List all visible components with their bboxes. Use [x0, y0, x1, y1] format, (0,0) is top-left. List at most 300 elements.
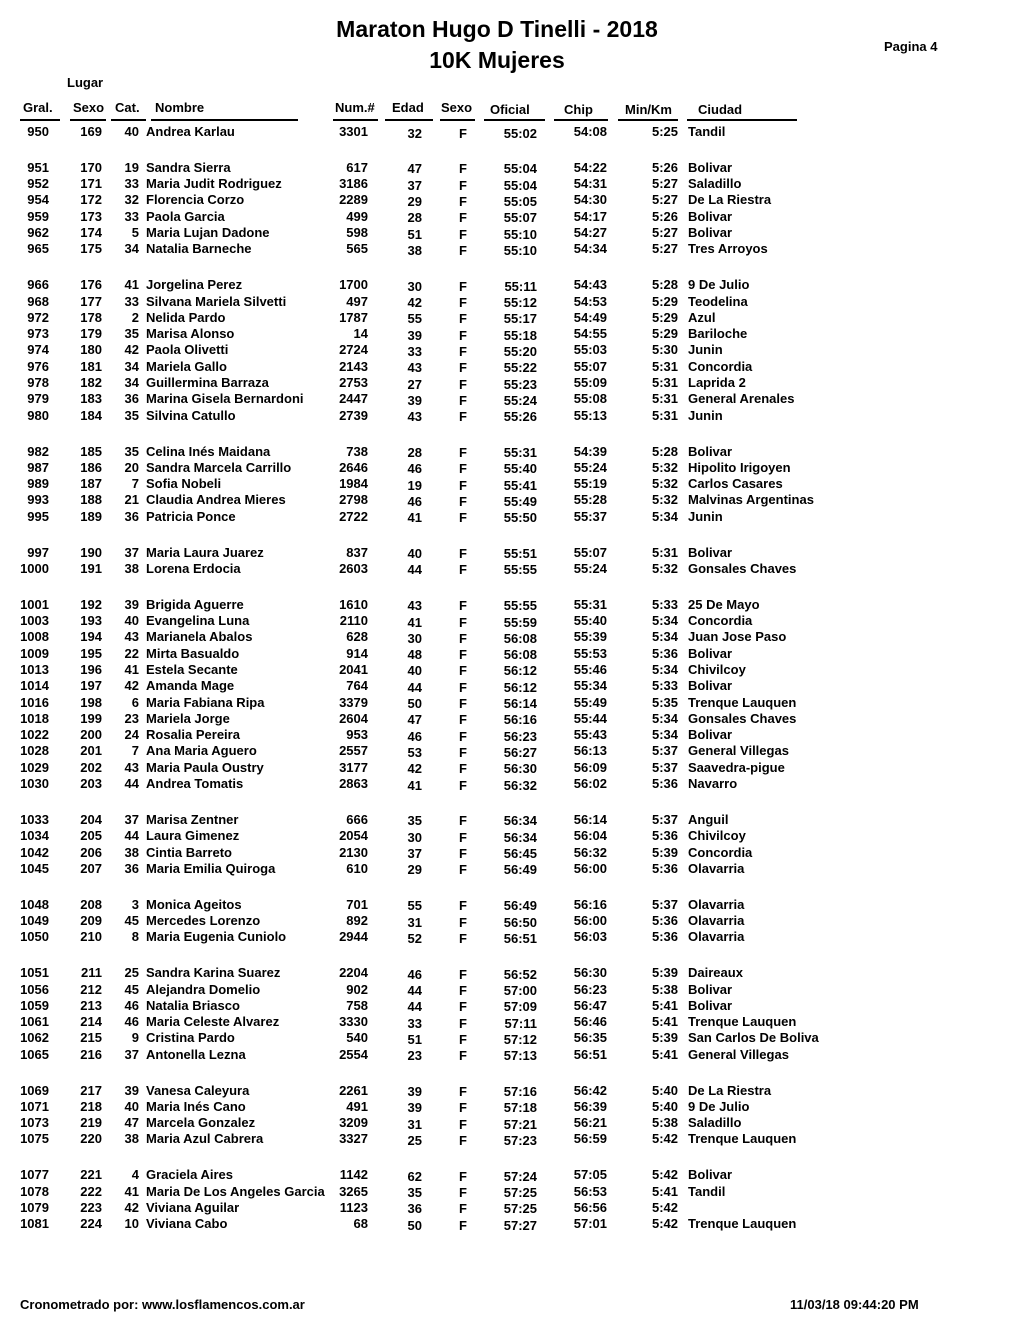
cell-edad: 37 — [407, 846, 422, 862]
cell-oficial: 55:02 — [503, 125, 537, 141]
cell-nombre: Monica Ageitos — [146, 896, 242, 912]
cell-ciudad: Olavarria — [688, 860, 745, 876]
cell-chip: 57:01 — [573, 1216, 607, 1232]
cell-num: 1700 — [339, 277, 368, 293]
cell-edad: 55 — [407, 898, 422, 914]
col-header-oficial: Oficial — [490, 102, 530, 117]
cell-minkm: 5:30 — [651, 342, 678, 358]
cell-sexo: F — [459, 728, 467, 744]
cell-sexo-pos: 186 — [80, 459, 102, 475]
cell-minkm: 5:38 — [651, 981, 678, 997]
cell-chip: 56:56 — [573, 1199, 607, 1215]
cell-oficial: 55:50 — [503, 510, 537, 526]
table-row — [0, 727, 1024, 743]
cell-num: 2722 — [339, 508, 368, 524]
cell-minkm: 5:41 — [651, 997, 678, 1013]
cell-chip: 56:02 — [573, 776, 607, 792]
cell-edad: 52 — [407, 930, 422, 946]
cell-ciudad: Saladillo — [688, 1115, 742, 1131]
cell-edad: 38 — [407, 242, 422, 258]
cell-nombre: Sandra Marcela Carrillo — [146, 459, 292, 475]
cell-cat: 40 — [124, 1098, 139, 1114]
cell-cat: 4 — [131, 1167, 139, 1183]
cell-cat: 45 — [124, 913, 139, 929]
cell-cat: 42 — [124, 1199, 139, 1215]
cell-chip: 56:39 — [573, 1098, 607, 1114]
cell-cat: 44 — [124, 776, 139, 792]
cell-edad: 33 — [407, 1015, 422, 1031]
cell-nombre: Brigida Aguerre — [146, 596, 244, 612]
cell-sexo-pos: 192 — [80, 596, 102, 612]
table-row — [0, 124, 1024, 140]
cell-edad: 44 — [407, 562, 422, 578]
cell-sexo: F — [459, 278, 467, 294]
cell-num: 2447 — [339, 391, 368, 407]
cell-num: 2289 — [339, 192, 368, 208]
cell-num: 2110 — [339, 613, 368, 629]
cell-oficial: 55:10 — [503, 226, 537, 242]
cell-sexo: F — [459, 409, 467, 425]
cell-edad: 36 — [407, 1201, 422, 1217]
cell-nombre: Celina Inés Maidana — [146, 443, 271, 459]
cell-gral: 968 — [27, 293, 49, 309]
cell-chip: 55:44 — [573, 710, 607, 726]
table-row — [0, 982, 1024, 998]
cell-ciudad: Concordia — [688, 844, 753, 860]
cell-num: 2557 — [339, 743, 368, 759]
cell-cat: 40 — [124, 613, 139, 629]
cell-sexo: F — [459, 647, 467, 663]
cell-sexo-pos: 218 — [80, 1098, 102, 1114]
table-row — [0, 209, 1024, 225]
cell-sexo-pos: 202 — [80, 759, 102, 775]
cell-sexo: F — [459, 712, 467, 728]
cell-edad: 30 — [407, 829, 422, 845]
cell-gral: 1056 — [20, 981, 49, 997]
table-row — [0, 861, 1024, 877]
cell-oficial: 57:12 — [503, 1031, 537, 1047]
lugar-label: Lugar — [67, 75, 104, 90]
cell-gral: 951 — [27, 159, 49, 175]
cell-cat: 7 — [131, 476, 139, 492]
cell-edad: 42 — [407, 295, 422, 311]
cell-sexo: F — [459, 1217, 467, 1233]
cell-gral: 1000 — [20, 560, 49, 576]
cell-minkm: 5:38 — [651, 1115, 678, 1131]
cell-sexo-pos: 193 — [80, 613, 102, 629]
cell-chip: 56:09 — [573, 759, 607, 775]
cell-cat: 39 — [124, 596, 139, 612]
cell-sexo-pos: 174 — [80, 225, 102, 241]
cell-edad: 41 — [407, 777, 422, 793]
cell-oficial: 55:55 — [503, 598, 537, 614]
cell-ciudad: General Arenales — [688, 391, 795, 407]
cell-edad: 39 — [407, 1084, 422, 1100]
cell-minkm: 5:35 — [651, 694, 678, 710]
cell-chip: 56:30 — [573, 965, 607, 981]
cell-edad: 39 — [407, 327, 422, 343]
cell-sexo: F — [459, 295, 467, 311]
cell-gral: 1069 — [20, 1082, 49, 1098]
table-row — [0, 1167, 1024, 1183]
cell-oficial: 55:22 — [503, 360, 537, 376]
cell-chip: 55:07 — [573, 544, 607, 560]
cell-num: 2646 — [339, 459, 368, 475]
cell-sexo: F — [459, 1100, 467, 1116]
cell-minkm: 5:33 — [651, 678, 678, 694]
cell-sexo: F — [459, 210, 467, 226]
cell-num: 3327 — [339, 1131, 368, 1147]
cell-gral: 1018 — [20, 710, 49, 726]
cell-chip: 56:21 — [573, 1115, 607, 1131]
cell-ciudad: Bolivar — [688, 981, 733, 997]
cell-minkm: 5:26 — [651, 208, 678, 224]
cell-num: 68 — [353, 1216, 368, 1232]
cell-num: 2863 — [339, 776, 368, 792]
cell-sexo-pos: 187 — [80, 476, 102, 492]
cell-minkm: 5:39 — [651, 1030, 678, 1046]
cell-chip: 55:39 — [573, 629, 607, 645]
table-row — [0, 965, 1024, 981]
cell-minkm: 5:42 — [651, 1199, 678, 1215]
cell-edad: 43 — [407, 598, 422, 614]
table-row — [0, 1200, 1024, 1216]
table-row — [0, 711, 1024, 727]
header-underline — [70, 119, 106, 121]
cell-cat: 7 — [131, 743, 139, 759]
table-row — [0, 678, 1024, 694]
cell-ciudad: Daireaux — [688, 965, 743, 981]
cell-gral: 976 — [27, 358, 49, 374]
cell-sexo-pos: 204 — [80, 811, 102, 827]
table-row — [0, 1115, 1024, 1131]
cell-edad: 62 — [407, 1168, 422, 1184]
cell-nombre: Evangelina Luna — [146, 613, 250, 629]
cell-gral: 1014 — [20, 678, 49, 694]
cell-sexo-pos: 221 — [80, 1167, 102, 1183]
cell-ciudad: Chivilcoy — [688, 661, 746, 677]
cell-sexo: F — [459, 161, 467, 177]
cell-oficial: 55:20 — [503, 343, 537, 359]
cell-nombre: Alejandra Domelio — [146, 981, 261, 997]
cell-sexo-pos: 194 — [80, 629, 102, 645]
cell-sexo-pos: 197 — [80, 678, 102, 694]
cell-minkm: 5:28 — [651, 277, 678, 293]
col-header-sexo: Sexo — [441, 100, 473, 115]
cell-sexo: F — [459, 679, 467, 695]
cell-sexo: F — [459, 663, 467, 679]
cell-cat: 37 — [124, 544, 139, 560]
cell-minkm: 5:27 — [651, 241, 678, 257]
cell-edad: 53 — [407, 744, 422, 760]
cell-gral: 1045 — [20, 860, 49, 876]
cell-sexo: F — [459, 125, 467, 141]
document-subtitle: 10K Mujeres — [429, 47, 565, 73]
cell-num: 491 — [346, 1098, 368, 1114]
cell-nombre: Natalia Barneche — [146, 241, 252, 257]
table-row — [0, 561, 1024, 577]
cell-chip: 54:17 — [573, 208, 607, 224]
cell-sexo: F — [459, 392, 467, 408]
cell-ciudad: General Villegas — [688, 1046, 789, 1062]
cell-num: 738 — [346, 443, 368, 459]
footer-timing-credit: Cronometrado por: www.losflamencos.com.ar — [20, 1297, 305, 1312]
cell-oficial: 55:23 — [503, 376, 537, 392]
cell-minkm: 5:42 — [651, 1131, 678, 1147]
cell-gral: 1022 — [20, 727, 49, 743]
cell-gral: 1079 — [20, 1199, 49, 1215]
cell-sexo-pos: 195 — [80, 645, 102, 661]
cell-sexo: F — [459, 376, 467, 392]
table-row — [0, 326, 1024, 342]
table-row — [0, 743, 1024, 759]
cell-cat: 21 — [124, 492, 139, 508]
cell-nombre: Sandra Karina Suarez — [146, 965, 281, 981]
cell-chip: 57:05 — [573, 1167, 607, 1183]
cell-edad: 43 — [407, 409, 422, 425]
cell-nombre: Andrea Karlau — [146, 124, 235, 139]
cell-sexo: F — [459, 983, 467, 999]
table-row — [0, 294, 1024, 310]
cell-sexo-pos: 181 — [80, 358, 102, 374]
cell-cat: 20 — [124, 459, 139, 475]
cell-edad: 44 — [407, 679, 422, 695]
cell-ciudad: Juan Jose Paso — [688, 629, 787, 645]
cell-minkm: 5:31 — [651, 375, 678, 391]
cell-chip: 54:22 — [573, 159, 607, 175]
cell-nombre: Viviana Aguilar — [146, 1199, 240, 1215]
header-underline — [111, 119, 146, 121]
cell-num: 628 — [346, 629, 368, 645]
cell-nombre: Maria Judit Rodriguez — [146, 176, 282, 192]
cell-gral: 1061 — [20, 1014, 49, 1030]
cell-sexo-pos: 171 — [80, 176, 102, 192]
cell-num: 1142 — [339, 1167, 368, 1183]
cell-oficial: 56:12 — [503, 663, 537, 679]
cell-cat: 33 — [124, 293, 139, 309]
cell-minkm: 5:41 — [651, 1183, 678, 1199]
cell-oficial: 57:23 — [503, 1132, 537, 1148]
cell-num: 2604 — [339, 710, 368, 726]
cell-sexo: F — [459, 1201, 467, 1217]
cell-num: 701 — [346, 896, 368, 912]
cell-chip: 56:00 — [573, 860, 607, 876]
cell-chip: 56:16 — [573, 896, 607, 912]
table-row — [0, 646, 1024, 662]
cell-gral: 1048 — [20, 896, 49, 912]
cell-nombre: Nelida Pardo — [146, 309, 226, 325]
cell-chip: 56:23 — [573, 981, 607, 997]
cell-oficial: 56:49 — [503, 862, 537, 878]
cell-oficial: 56:14 — [503, 696, 537, 712]
cell-ciudad: Saavedra-pigue — [688, 759, 785, 775]
cell-nombre: Paola Garcia — [146, 208, 225, 224]
cell-oficial: 57:18 — [503, 1100, 537, 1116]
cell-ciudad: Tandil — [688, 1183, 726, 1199]
cell-oficial: 56:08 — [503, 630, 537, 646]
cell-gral: 1065 — [20, 1046, 49, 1062]
cell-edad: 41 — [407, 614, 422, 630]
cell-nombre: Florencia Corzo — [146, 192, 245, 208]
cell-oficial: 56:08 — [503, 647, 537, 663]
cell-minkm: 5:27 — [651, 176, 678, 192]
cell-chip: 54:34 — [573, 241, 607, 257]
table-row — [0, 776, 1024, 792]
cell-nombre: Patricia Ponce — [146, 508, 236, 524]
cell-sexo: F — [459, 829, 467, 845]
cell-sexo: F — [459, 1132, 467, 1148]
cell-sexo-pos: 211 — [81, 965, 102, 981]
cell-gral: 1042 — [20, 844, 49, 860]
cell-ciudad: Gonsales Chaves — [688, 560, 797, 576]
cell-minkm: 5:32 — [651, 492, 678, 508]
cell-sexo: F — [459, 1015, 467, 1031]
cell-num: 1787 — [339, 309, 368, 325]
cell-sexo: F — [459, 510, 467, 526]
cell-nombre: Maria Fabiana Ripa — [146, 694, 265, 710]
cell-edad: 29 — [407, 193, 422, 209]
cell-sexo: F — [459, 813, 467, 829]
cell-chip: 55:08 — [573, 391, 607, 407]
cell-num: 2204 — [339, 965, 368, 981]
cell-sexo: F — [459, 1185, 467, 1201]
cell-cat: 6 — [131, 694, 139, 710]
cell-nombre: Antonella Lezna — [146, 1046, 246, 1062]
cell-num: 837 — [346, 544, 368, 560]
col-header-num: Num.# — [335, 100, 375, 115]
cell-oficial: 57:24 — [503, 1168, 537, 1184]
cell-nombre: Silvina Catullo — [146, 407, 236, 423]
cell-gral: 1008 — [20, 629, 49, 645]
cell-cat: 45 — [124, 981, 139, 997]
cell-minkm: 5:34 — [651, 727, 678, 743]
cell-ciudad: San Carlos De Boliva — [688, 1030, 819, 1046]
header-underline — [687, 119, 797, 121]
cell-ciudad: Bolivar — [688, 443, 733, 459]
cell-sexo-pos: 178 — [80, 309, 102, 325]
cell-nombre: Mirta Basualdo — [146, 645, 240, 661]
cell-minkm: 5:29 — [651, 326, 678, 342]
cell-nombre: Natalia Briasco — [146, 997, 240, 1013]
table-row — [0, 1083, 1024, 1099]
cell-gral: 979 — [27, 391, 49, 407]
cell-chip: 56:35 — [573, 1030, 607, 1046]
cell-chip: 55:09 — [573, 375, 607, 391]
table-row — [0, 176, 1024, 192]
cell-cat: 25 — [124, 965, 139, 981]
cell-edad: 50 — [407, 696, 422, 712]
cell-chip: 56:53 — [573, 1183, 607, 1199]
cell-sexo: F — [459, 999, 467, 1015]
table-row — [0, 597, 1024, 613]
cell-sexo: F — [459, 846, 467, 862]
cell-cat: 3 — [131, 896, 139, 912]
cell-sexo-pos: 176 — [80, 277, 102, 293]
cell-cat: 38 — [124, 560, 139, 576]
cell-ciudad: Bolivar — [688, 645, 733, 661]
cell-sexo-pos: 191 — [80, 560, 102, 576]
cell-chip: 54:49 — [573, 309, 607, 325]
cell-minkm: 5:42 — [651, 1167, 678, 1183]
cell-nombre: Rosalia Pereira — [146, 727, 240, 743]
cell-cat: 36 — [124, 508, 139, 524]
cell-sexo: F — [459, 966, 467, 982]
cell-chip: 56:51 — [573, 1046, 607, 1062]
cell-cat: 41 — [124, 277, 139, 293]
col-header-ciudad: Ciudad — [698, 102, 743, 117]
cell-chip: 56:46 — [573, 1014, 607, 1030]
cell-cat: 43 — [124, 629, 139, 645]
header-underline — [618, 119, 678, 121]
cell-minkm: 5:34 — [651, 710, 678, 726]
cell-num: 2798 — [339, 492, 368, 508]
cell-num: 499 — [346, 208, 368, 224]
cell-num: 1610 — [339, 596, 368, 612]
cell-chip: 56:03 — [573, 929, 607, 945]
cell-sexo-pos: 210 — [80, 929, 102, 945]
cell-minkm: 5:40 — [651, 1098, 678, 1114]
cell-sexo-pos: 179 — [80, 326, 102, 342]
cell-minkm: 5:34 — [651, 661, 678, 677]
cell-nombre: Ana Maria Aguero — [146, 743, 257, 759]
cell-oficial: 56:23 — [503, 728, 537, 744]
cell-oficial: 56:45 — [503, 846, 537, 862]
cell-sexo: F — [459, 744, 467, 760]
cell-edad: 43 — [407, 360, 422, 376]
cell-edad: 40 — [407, 546, 422, 562]
table-row — [0, 929, 1024, 945]
cell-sexo-pos: 222 — [80, 1183, 102, 1199]
header-underline — [151, 119, 298, 121]
cell-num: 2944 — [339, 929, 368, 945]
cell-oficial: 56:52 — [503, 966, 537, 982]
cell-nombre: Mariela Gallo — [146, 358, 227, 374]
cell-edad: 41 — [407, 510, 422, 526]
cell-oficial: 55:04 — [503, 161, 537, 177]
header-underline — [554, 119, 608, 121]
cell-oficial: 57:11 — [504, 1015, 537, 1031]
cell-nombre: Amanda Mage — [146, 678, 235, 694]
table-row — [0, 913, 1024, 929]
cell-nombre: Marisa Zentner — [146, 811, 239, 827]
cell-cat: 38 — [124, 1131, 139, 1147]
cell-edad: 40 — [407, 663, 422, 679]
table-row — [0, 492, 1024, 508]
cell-oficial: 55:55 — [503, 562, 537, 578]
cell-oficial: 57:00 — [503, 983, 537, 999]
table-row — [0, 1014, 1024, 1030]
cell-gral: 965 — [27, 241, 49, 257]
col-header-nombre: Nombre — [155, 100, 205, 115]
cell-sexo-pos: 180 — [80, 342, 102, 358]
table-row — [0, 375, 1024, 391]
cell-sexo: F — [459, 598, 467, 614]
cell-sexo-pos: 205 — [80, 828, 102, 844]
cell-num: 953 — [346, 727, 368, 743]
cell-ciudad: 9 De Julio — [688, 1098, 750, 1114]
cell-gral: 1003 — [20, 613, 49, 629]
cell-sexo: F — [459, 862, 467, 878]
cell-sexo: F — [459, 327, 467, 343]
cell-sexo: F — [459, 477, 467, 493]
header-underline — [440, 119, 475, 121]
cell-chip: 55:07 — [573, 358, 607, 374]
cell-ciudad: Hipolito Irigoyen — [688, 459, 791, 475]
cell-cat: 37 — [124, 1046, 139, 1062]
col-header-edad: Edad — [392, 100, 424, 115]
cell-num: 497 — [346, 293, 368, 309]
table-row — [0, 241, 1024, 257]
